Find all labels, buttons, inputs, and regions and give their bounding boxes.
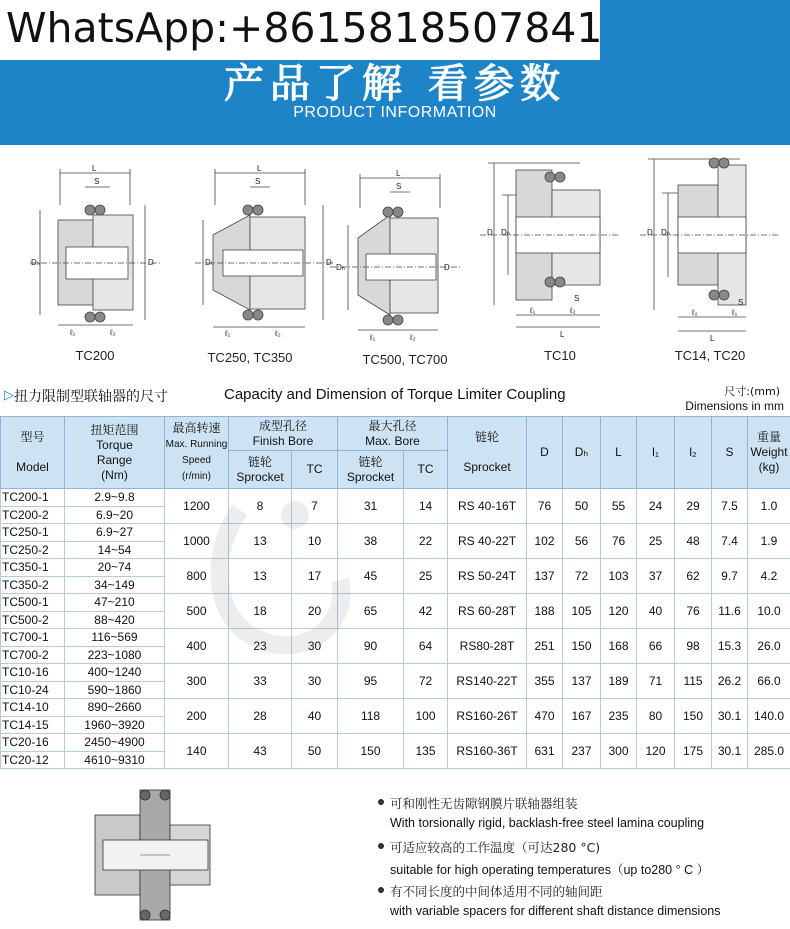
dim-label-l1: ℓ₁	[225, 329, 231, 338]
banner-subtitle: PRODUCT INFORMATION	[293, 104, 497, 121]
cell-l1: 80	[637, 699, 675, 734]
cell-l1: 24	[637, 489, 675, 524]
cell-mtc: 64	[404, 629, 448, 664]
cell-l2: 150	[675, 699, 712, 734]
drawing-tc500	[330, 170, 460, 345]
cell-l1: 40	[637, 594, 675, 629]
cell-w: 285.0	[748, 734, 790, 769]
dim-label-l2: ℓ₂	[110, 328, 116, 337]
dim-label-l2: ℓ₂	[410, 333, 416, 342]
cell-chain: RS 50-24T	[448, 559, 527, 594]
col-header-l1: l₁	[637, 417, 675, 489]
header-text: Torque	[96, 437, 133, 452]
cell-model: TC250-2	[1, 541, 65, 559]
cell-ms: 95	[338, 664, 404, 699]
cell-torque: 4610~9310	[65, 751, 165, 769]
cell-l2: 48	[675, 524, 712, 559]
cell-speed: 800	[165, 559, 229, 594]
col-header-max-sprocket	[338, 451, 404, 489]
cell-l: 300	[601, 734, 637, 769]
cell-s: 30.1	[712, 699, 748, 734]
cell-torque: 20~74	[65, 559, 165, 577]
cell-l1: 25	[637, 524, 675, 559]
banner-title: 产品了解 看参数	[224, 61, 566, 107]
cell-l2: 62	[675, 559, 712, 594]
cell-model: TC350-1	[1, 559, 65, 577]
caption-tc500-tc700: TC500, TC700	[362, 352, 448, 367]
dim-label-s: S	[94, 177, 100, 186]
cell-torque: 47~210	[65, 594, 165, 612]
cell-fs: 8	[229, 489, 292, 524]
header-text: 成型孔径	[259, 418, 308, 433]
spec-table-body	[1, 489, 790, 769]
dim-label-dh: Dₕ	[501, 228, 511, 237]
cell-w: 140.0	[748, 699, 790, 734]
cell-fs: 13	[229, 559, 292, 594]
dim-label-dh: Dₕ	[336, 263, 346, 272]
dim-label-l: L	[92, 165, 97, 173]
cell-chain: RS 40-22T	[448, 524, 527, 559]
header-text: Finish Bore	[252, 433, 314, 448]
caption-tc10: TC10	[544, 348, 576, 363]
cell-l: 120	[601, 594, 637, 629]
header-text: Model	[16, 460, 49, 474]
table-row	[1, 629, 790, 647]
cell-fs: 18	[229, 594, 292, 629]
cell-model: TC200-1	[1, 489, 65, 507]
cell-w: 1.0	[748, 489, 790, 524]
feature-text-en: with variable spacers for different shaft distance dimensions	[390, 904, 721, 918]
cell-speed: 140	[165, 734, 229, 769]
cell-torque: 88~420	[65, 611, 165, 629]
coupling-product-image	[85, 785, 225, 925]
cell-torque: 400~1240	[65, 664, 165, 682]
cell-l1: 120	[637, 734, 675, 769]
cell-model: TC250-1	[1, 524, 65, 542]
header-text: Max. Running	[165, 439, 228, 450]
cell-model: TC14-10	[1, 699, 65, 717]
cell-dh: 50	[563, 489, 601, 524]
table-row	[1, 734, 790, 752]
cell-chain: RS160-26T	[448, 699, 527, 734]
col-header-dh: Dₕ	[563, 417, 601, 489]
dim-label-l1: ℓ₁	[70, 328, 76, 337]
cell-l: 168	[601, 629, 637, 664]
col-header-l2: l₂	[675, 417, 712, 489]
header-text: Sprocket	[236, 469, 284, 484]
cell-mtc: 42	[404, 594, 448, 629]
bullet-icon	[378, 843, 384, 849]
feature-text-cn: 可和刚性无齿隙钢膜片联轴器组装	[390, 796, 578, 811]
cell-l2: 175	[675, 734, 712, 769]
cell-ftc: 40	[292, 699, 338, 734]
cell-dh: 137	[563, 664, 601, 699]
header-text: (kg)	[758, 460, 780, 474]
dim-label-l2: ℓ₂	[570, 306, 576, 315]
cell-w: 4.2	[748, 559, 790, 594]
cell-model: TC10-16	[1, 664, 65, 682]
cell-speed: 300	[165, 664, 229, 699]
cell-dh: 150	[563, 629, 601, 664]
table-row	[1, 664, 790, 682]
cell-model: TC14-15	[1, 716, 65, 734]
cell-torque: 890~2660	[65, 699, 165, 717]
header-text: 最高转速	[172, 421, 221, 435]
cell-model: TC500-2	[1, 611, 65, 629]
cell-l: 76	[601, 524, 637, 559]
header-text: 链轮	[475, 430, 500, 444]
cell-l2: 98	[675, 629, 712, 664]
dim-label-l: L	[396, 170, 401, 178]
header-text: Weight	[750, 445, 788, 459]
col-header-speed	[165, 417, 229, 489]
col-header-chain	[448, 417, 527, 489]
unit-label-en: Dimensions in mm	[685, 399, 784, 413]
cell-mtc: 25	[404, 559, 448, 594]
cell-w: 10.0	[748, 594, 790, 629]
cell-l1: 71	[637, 664, 675, 699]
dim-label-l1: ℓ₁	[530, 306, 536, 315]
cell-chain: RS 60-28T	[448, 594, 527, 629]
bullet-icon	[378, 799, 384, 805]
cell-torque: 116~569	[65, 629, 165, 647]
dim-label-d: D	[444, 263, 450, 272]
cell-ms: 31	[338, 489, 404, 524]
caption-tc14-tc20: TC14, TC20	[674, 348, 746, 363]
cell-d: 355	[527, 664, 563, 699]
cell-fs: 28	[229, 699, 292, 734]
cell-dh: 72	[563, 559, 601, 594]
cell-torque: 6.9~27	[65, 524, 165, 542]
section-header	[0, 383, 790, 413]
dim-label-d: D	[487, 228, 493, 237]
cell-s: 26.2	[712, 664, 748, 699]
header-text: Range	[96, 452, 133, 467]
cell-chain: RS160-36T	[448, 734, 527, 769]
header-text: Sprocket	[463, 460, 511, 474]
cell-s: 30.1	[712, 734, 748, 769]
dim-label-l2: ℓ₂	[692, 308, 698, 317]
cell-ms: 65	[338, 594, 404, 629]
cell-w: 26.0	[748, 629, 790, 664]
header-text: Max. Bore	[365, 433, 420, 448]
header-text: 重量	[757, 430, 782, 444]
cell-w: 1.9	[748, 524, 790, 559]
header-text: (Nm)	[101, 467, 128, 482]
cell-model: TC700-2	[1, 646, 65, 664]
cell-l2: 29	[675, 489, 712, 524]
header-text: 最大孔径	[368, 418, 417, 433]
cell-mtc: 14	[404, 489, 448, 524]
cell-torque: 1960~3920	[65, 716, 165, 734]
dim-label-l1: ℓ₁	[370, 333, 376, 342]
cell-speed: 1000	[165, 524, 229, 559]
feature-text-cn: 可适应较高的工作温度（可达280 °C)	[390, 840, 601, 855]
cell-fs: 43	[229, 734, 292, 769]
cell-model: TC700-1	[1, 629, 65, 647]
drawing-tc14	[640, 155, 780, 345]
table-row	[1, 524, 790, 542]
dim-label-s: S	[574, 294, 580, 303]
col-header-finish-sprocket	[229, 451, 292, 489]
cell-ms: 150	[338, 734, 404, 769]
dim-label-dh: Dₕ	[31, 258, 41, 267]
cell-ms: 38	[338, 524, 404, 559]
cell-d: 137	[527, 559, 563, 594]
dim-label-s: S	[738, 298, 744, 307]
header-text: Sprocket	[346, 469, 395, 484]
spec-table	[0, 416, 790, 769]
header-text: 链轮	[247, 454, 272, 469]
cell-torque: 34~149	[65, 576, 165, 594]
section-title-cn: 扭力限制型联轴器的尺寸	[14, 389, 168, 405]
col-header-finish-bore	[229, 417, 338, 451]
cell-l: 103	[601, 559, 637, 594]
cell-torque: 6.9~20	[65, 506, 165, 524]
dim-label-d: D	[647, 228, 653, 237]
header-text: 扭矩范围	[90, 422, 139, 437]
caption-tc200: TC200	[75, 348, 115, 363]
cell-s: 7.4	[712, 524, 748, 559]
feature-text-en: suitable for high operating temperatures（up to280 ° C ）	[390, 863, 710, 877]
cell-mtc: 22	[404, 524, 448, 559]
cell-ms: 45	[338, 559, 404, 594]
cell-speed: 200	[165, 699, 229, 734]
cell-fs: 33	[229, 664, 292, 699]
cell-torque: 2.9~9.8	[65, 489, 165, 507]
cell-l1: 37	[637, 559, 675, 594]
cell-speed: 1200	[165, 489, 229, 524]
feature-text-en: With torsionally rigid, backlash-free steel lamina coupling	[390, 816, 705, 830]
cell-torque: 590~1860	[65, 681, 165, 699]
cell-fs: 23	[229, 629, 292, 664]
table-row	[1, 594, 790, 612]
cell-ftc: 50	[292, 734, 338, 769]
cell-ftc: 10	[292, 524, 338, 559]
header-text: 型号	[20, 430, 45, 444]
drawing-tc10	[480, 155, 620, 345]
dim-label-dh: Dₕ	[205, 258, 215, 267]
cell-torque: 14~54	[65, 541, 165, 559]
drawing-tc200	[30, 165, 160, 340]
col-header-torque	[65, 417, 165, 489]
cell-model: TC10-24	[1, 681, 65, 699]
dim-label-l1: ℓ₁	[732, 308, 738, 317]
cell-ms: 90	[338, 629, 404, 664]
table-row	[1, 559, 790, 577]
bullet-icon	[378, 887, 384, 893]
cell-torque: 2450~4900	[65, 734, 165, 752]
cell-s: 7.5	[712, 489, 748, 524]
cell-dh: 237	[563, 734, 601, 769]
cell-l: 189	[601, 664, 637, 699]
chevron-right-icon: ▷	[4, 387, 14, 402]
cell-model: TC350-2	[1, 576, 65, 594]
col-header-max-bore	[338, 417, 448, 451]
cell-dh: 105	[563, 594, 601, 629]
dim-label-d: D	[148, 258, 154, 267]
table-row	[1, 489, 790, 507]
cell-dh: 167	[563, 699, 601, 734]
cell-ftc: 30	[292, 664, 338, 699]
unit-label-cn: 尺寸:(mm)	[724, 385, 780, 398]
caption-tc250-tc350: TC250, TC350	[207, 350, 293, 365]
col-header-weight	[748, 417, 790, 489]
cell-speed: 500	[165, 594, 229, 629]
header-text: Speed	[182, 455, 211, 466]
cell-torque: 223~1080	[65, 646, 165, 664]
cell-s: 11.6	[712, 594, 748, 629]
cell-l2: 115	[675, 664, 712, 699]
whatsapp-overlay	[0, 0, 603, 60]
cell-model: TC20-12	[1, 751, 65, 769]
cell-mtc: 135	[404, 734, 448, 769]
cell-fs: 13	[229, 524, 292, 559]
cell-chain: RS140-22T	[448, 664, 527, 699]
cell-l: 235	[601, 699, 637, 734]
col-header-s: S	[712, 417, 748, 489]
dim-label-l: L	[257, 165, 262, 173]
cell-s: 9.7	[712, 559, 748, 594]
dim-label-s: S	[255, 177, 261, 186]
dim-label-l: L	[560, 330, 565, 339]
feature-text-cn: 有不同长度的中间体适用不同的轴间距	[390, 884, 603, 899]
cell-d: 102	[527, 524, 563, 559]
cell-model: TC500-1	[1, 594, 65, 612]
dim-label-d: D	[326, 258, 332, 267]
cell-chain: RS80-28T	[448, 629, 527, 664]
dim-label-l: L	[710, 334, 715, 343]
cell-mtc: 100	[404, 699, 448, 734]
cell-ftc: 20	[292, 594, 338, 629]
section-title-en: Capacity and Dimension of Torque Limiter Coupling	[224, 386, 566, 403]
drawing-tc250	[195, 165, 335, 340]
header-text: (r/min)	[182, 471, 211, 482]
cell-d: 76	[527, 489, 563, 524]
cell-l2: 76	[675, 594, 712, 629]
dim-label-s: S	[396, 182, 402, 191]
cell-l1: 66	[637, 629, 675, 664]
dim-label-l2: ℓ₂	[275, 329, 281, 338]
header-text: 链轮	[358, 454, 383, 469]
col-header-model	[1, 417, 65, 489]
cell-d: 631	[527, 734, 563, 769]
cell-speed: 400	[165, 629, 229, 664]
cell-w: 66.0	[748, 664, 790, 699]
col-header-l: L	[601, 417, 637, 489]
whatsapp-contact: WhatsApp:+8615818507841	[6, 4, 603, 52]
cell-ftc: 30	[292, 629, 338, 664]
cell-model: TC20-16	[1, 734, 65, 752]
col-header-max-tc: TC	[404, 451, 448, 489]
col-header-d: D	[527, 417, 563, 489]
cell-ms: 118	[338, 699, 404, 734]
cell-model: TC200-2	[1, 506, 65, 524]
cell-s: 15.3	[712, 629, 748, 664]
table-row	[1, 699, 790, 717]
cell-ftc: 7	[292, 489, 338, 524]
cell-dh: 56	[563, 524, 601, 559]
col-header-finish-tc: TC	[292, 451, 338, 489]
dim-label-dh: Dₕ	[661, 228, 671, 237]
cell-mtc: 72	[404, 664, 448, 699]
cell-d: 188	[527, 594, 563, 629]
cell-chain: RS 40-16T	[448, 489, 527, 524]
cell-d: 251	[527, 629, 563, 664]
cell-d: 470	[527, 699, 563, 734]
cell-ftc: 17	[292, 559, 338, 594]
cell-l: 55	[601, 489, 637, 524]
